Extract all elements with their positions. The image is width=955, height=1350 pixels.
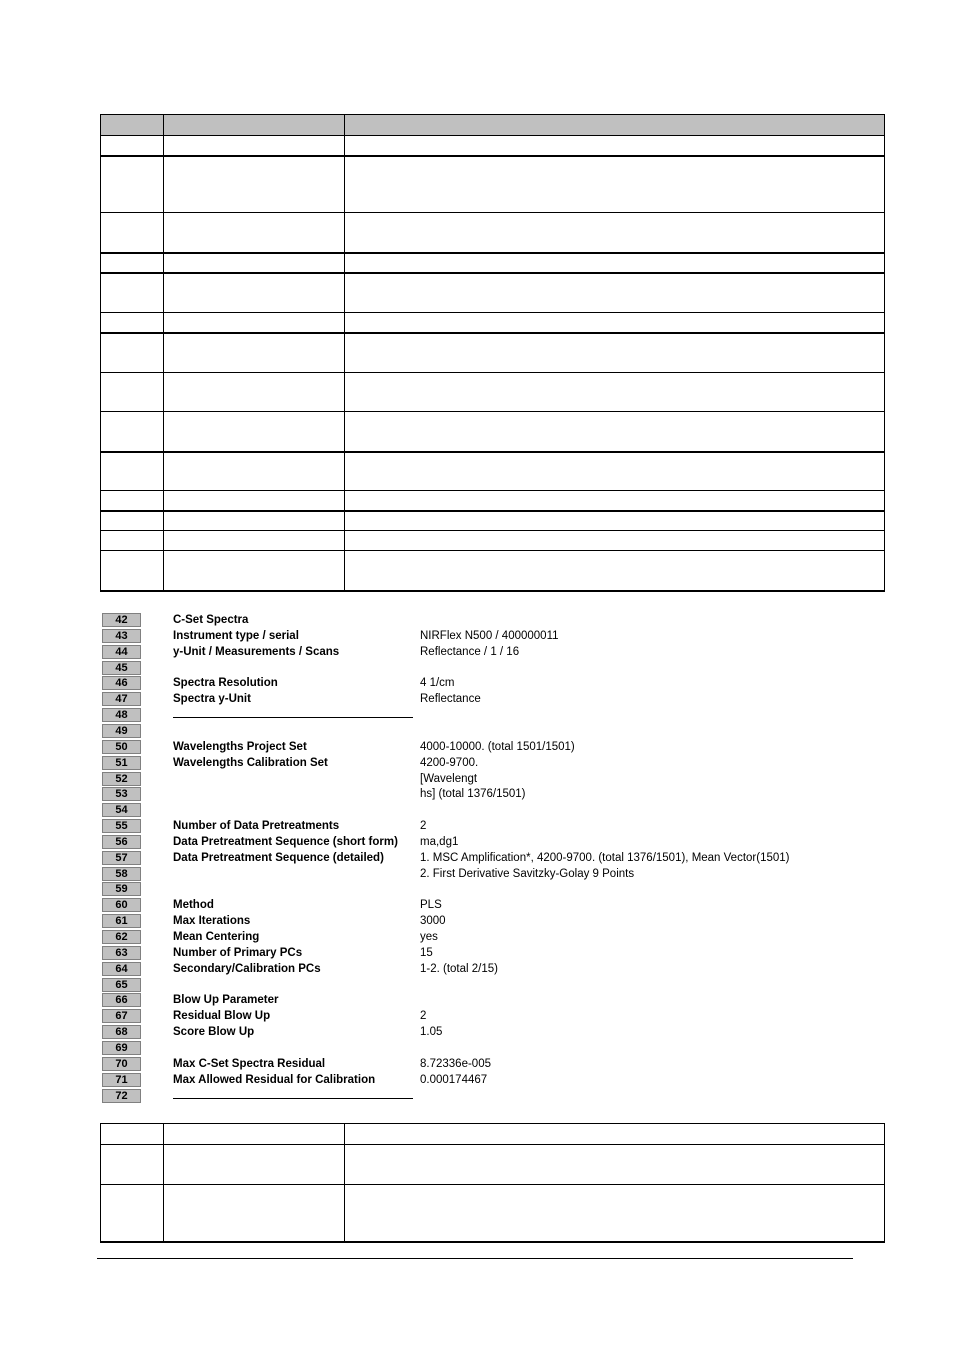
row-value: 4000-10000. (total 1501/1501) [420,741,575,753]
top-form-table [100,114,885,592]
table-cell [345,253,885,273]
row-label: Secondary/Calibration PCs [173,963,321,975]
row-number: 59 [102,882,141,896]
table-cell [164,1185,345,1242]
row-number: 54 [102,803,141,817]
row-number: 48 [102,708,141,722]
row-label: Number of Data Pretreatments [173,820,340,832]
table-cell [345,213,885,253]
row-number: 72 [102,1089,141,1103]
report-row [100,1089,860,1104]
row-label: Residual Blow Up [173,1010,271,1022]
table-cell [164,273,345,313]
report-row [100,851,860,866]
report-row [100,1057,860,1072]
row-value: 2 [420,820,427,832]
table-cell [164,136,345,156]
table-cell [164,253,345,273]
row-number: 67 [102,1009,141,1023]
table-cell [164,1145,345,1185]
table-row [101,551,885,591]
table-cell [101,156,164,213]
row-number: 51 [102,756,141,770]
row-label: Max C-Set Spectra Residual [173,1058,326,1070]
row-number: 53 [102,787,141,801]
row-number: 42 [102,613,141,627]
table-row [101,531,885,551]
table-row [101,313,885,333]
report-row [100,1025,860,1040]
row-number: 43 [102,629,141,643]
table-cell [345,273,885,313]
row-value: [Wavelengt [420,773,478,785]
row-number: 62 [102,930,141,944]
table-cell [164,115,345,136]
table-cell [164,213,345,253]
table-row [101,373,885,412]
report-row [100,787,860,802]
table-cell [345,1145,885,1185]
table-cell [345,1185,885,1242]
row-number: 55 [102,819,141,833]
row-label: C-Set Spectra [173,614,249,626]
table-cell [101,511,164,531]
row-label: Spectra Resolution [173,677,278,689]
table-row [101,412,885,452]
row-value: Reflectance [420,693,481,705]
row-label: Method [173,899,214,911]
table-row [101,1145,885,1185]
row-value: 3000 [420,915,446,927]
report-row [100,930,860,945]
table-row [101,273,885,313]
section-separator [173,717,413,718]
table-cell [164,551,345,591]
table-cell [345,313,885,333]
row-label: Wavelengths Calibration Set [173,757,328,769]
table-cell [101,1124,164,1145]
row-number: 45 [102,661,141,675]
row-label: Score Blow Up [173,1026,255,1038]
row-label: Instrument type / serial [173,630,299,642]
report-row [100,645,860,660]
row-number: 56 [102,835,141,849]
row-label: Spectra y-Unit [173,693,251,705]
report-row [100,1073,860,1088]
row-number: 44 [102,645,141,659]
table-row [101,333,885,373]
table-cell [164,1124,345,1145]
table-row [101,213,885,253]
report-row [100,1041,860,1056]
table-cell [345,491,885,511]
row-number: 49 [102,724,141,738]
report-row [100,898,860,913]
report-row [100,819,860,834]
row-number: 61 [102,914,141,928]
table-cell [345,1124,885,1145]
table-cell [345,412,885,452]
row-label: Number of Primary PCs [173,947,303,959]
row-number: 52 [102,772,141,786]
row-label: Data Pretreatment Sequence (detailed) [173,852,384,864]
row-value: 2. First Derivative Savitzky-Golay 9 Points [420,868,635,880]
table-cell [345,115,885,136]
row-label: Max Allowed Residual for Calibration [173,1074,376,1086]
report-row [100,1009,860,1024]
table-cell [101,313,164,333]
row-value: 1. MSC Amplification*, 4200-9700. (total 1376/1501), Mean Vector(1501) [420,852,790,864]
report-row [100,756,860,771]
table-cell [101,373,164,412]
row-value: NIRFlex N500 / 400000011 [420,630,559,642]
table-cell [345,156,885,213]
row-label: Data Pretreatment Sequence (short form) [173,836,398,848]
row-value: ma,dg1 [420,836,459,848]
table-cell [345,452,885,491]
row-value: hs] (total 1376/1501) [420,788,526,800]
table-cell [345,373,885,412]
row-label: Mean Centering [173,931,260,943]
report-row [100,978,860,993]
table-cell [164,452,345,491]
table-row [101,136,885,156]
table-cell [101,273,164,313]
report-row [100,946,860,961]
table-row [101,156,885,213]
row-number: 57 [102,851,141,865]
footer-rule [97,1258,853,1259]
row-number: 64 [102,962,141,976]
table-cell [101,253,164,273]
row-label: Wavelengths Project Set [173,741,307,753]
table-cell [101,213,164,253]
table-cell [101,1185,164,1242]
row-value: PLS [420,899,442,911]
row-number: 58 [102,867,141,881]
row-value: 15 [420,947,433,959]
calibration-report [100,613,860,1105]
table-cell [101,491,164,511]
row-number: 60 [102,898,141,912]
row-label: Max Iterations [173,915,251,927]
bottom-form-table [100,1123,885,1243]
report-row [100,740,860,755]
report-row [100,692,860,707]
table-cell [345,333,885,373]
row-label: y-Unit / Measurements / Scans [173,646,340,658]
report-row [100,882,860,897]
table-cell [101,136,164,156]
table-cell [101,452,164,491]
row-value: 8.72336e-005 [420,1058,491,1070]
table-row [101,511,885,531]
report-row [100,613,860,628]
table-cell [101,1145,164,1185]
table-row [101,1124,885,1145]
row-number: 47 [102,692,141,706]
table-cell [164,531,345,551]
table-row [101,491,885,511]
row-number: 65 [102,978,141,992]
table-row [101,1185,885,1242]
table-cell [345,551,885,591]
table-cell [164,156,345,213]
table-cell [164,511,345,531]
report-row [100,914,860,929]
report-row [100,835,860,850]
table-cell [164,313,345,333]
row-value: 4200-9700. [420,757,479,769]
row-number: 68 [102,1025,141,1039]
report-row [100,803,860,818]
row-number: 70 [102,1057,141,1071]
report-row [100,962,860,977]
row-number: 71 [102,1073,141,1087]
row-value: Reflectance / 1 / 16 [420,646,520,658]
row-value: 1-2. (total 2/15) [420,963,498,975]
report-row [100,993,860,1008]
row-number: 46 [102,676,141,690]
table-cell [101,115,164,136]
report-row [100,661,860,676]
report-row [100,629,860,644]
row-value: yes [420,931,438,943]
row-value: 2 [420,1010,427,1022]
row-number: 69 [102,1041,141,1055]
table-cell [101,531,164,551]
report-row [100,676,860,691]
section-separator [173,1098,413,1099]
row-value: 0.000174467 [420,1074,488,1086]
row-value: 4 1/cm [420,677,455,689]
table-cell [101,551,164,591]
table-cell [345,511,885,531]
report-row [100,867,860,882]
table-cell [101,412,164,452]
table-cell [345,531,885,551]
table-cell [164,373,345,412]
table-row [101,253,885,273]
table-cell [164,491,345,511]
row-number: 63 [102,946,141,960]
table-header-row [101,115,885,136]
row-number: 66 [102,993,141,1007]
row-label: Blow Up Parameter [173,994,279,1006]
table-cell [164,333,345,373]
report-row [100,724,860,739]
table-cell [164,412,345,452]
table-row [101,452,885,491]
table-cell [345,136,885,156]
row-value: 1.05 [420,1026,443,1038]
row-number: 50 [102,740,141,754]
report-row [100,772,860,787]
table-cell [101,333,164,373]
report-row [100,708,860,723]
